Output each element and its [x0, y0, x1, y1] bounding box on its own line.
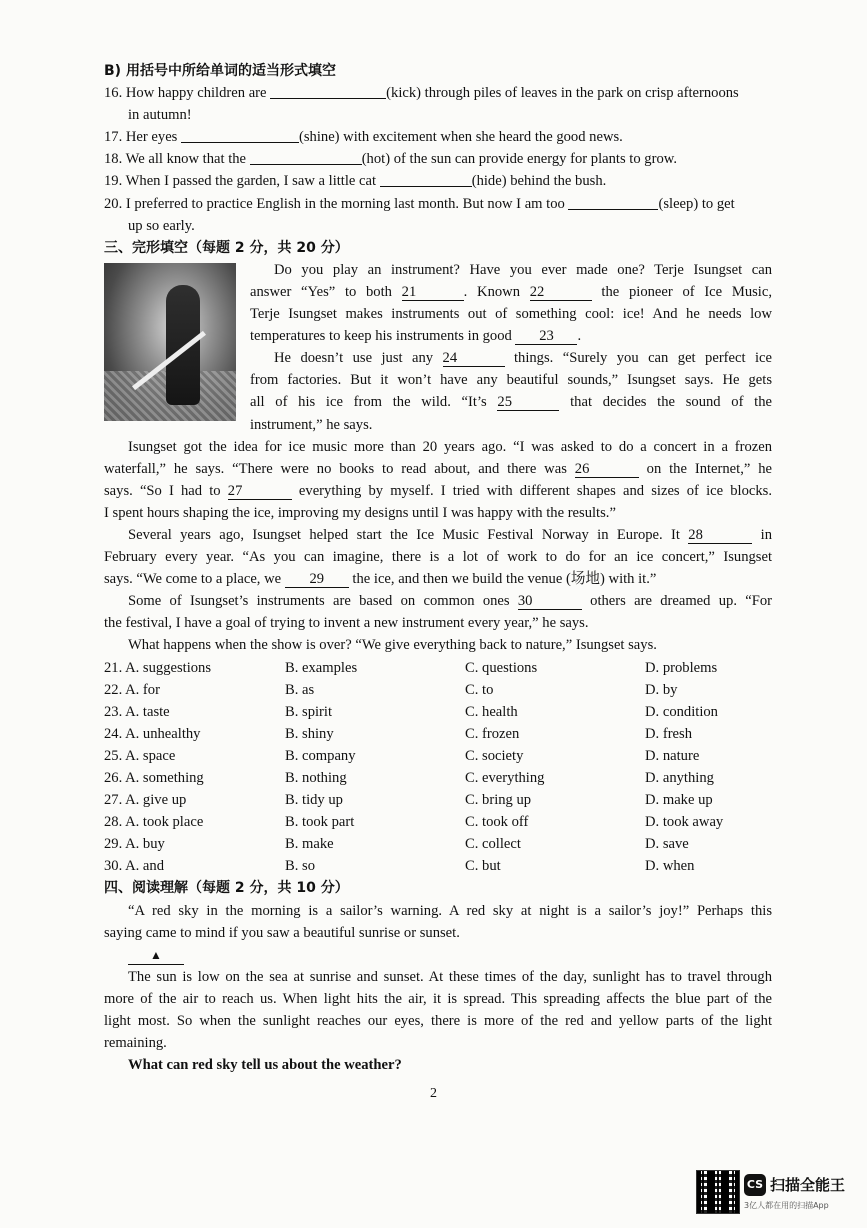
cloze-p5-line2: the festival, I have a goal of trying to invent a new instrument every year,” he says. [104, 615, 589, 632]
option-d[interactable]: D. by [645, 681, 678, 698]
section-4-heading: 四、阅读理解（每题 2 分，共 10 分） [104, 880, 349, 897]
question-20: 20. I preferred to practice English in the morning last month. But now I am too (sleep) to get [104, 195, 735, 212]
option-a[interactable]: 21. A. suggestions [104, 659, 212, 676]
option-a[interactable]: 30. A. and [104, 858, 164, 875]
cloze-options [104, 657, 772, 878]
option-c[interactable]: C. health [465, 703, 518, 720]
watermark-subtitle: 3亿人都在用的扫描App [744, 1201, 829, 1210]
option-row [104, 833, 772, 855]
question-17: 17. Her eyes (shine) with excitement when she heard the good news. [104, 129, 623, 146]
section-3-heading: 三、完形填空（每题 2 分，共 20 分） [104, 239, 349, 256]
answer-blank-20[interactable] [568, 195, 658, 210]
option-c[interactable]: C. frozen [465, 725, 520, 742]
option-d[interactable]: D. condition [645, 703, 718, 720]
cloze-p3-line4: I spent hours shaping the ice, improving my designs until I was happy with the results.” [104, 504, 616, 521]
qr-code-icon [696, 1170, 740, 1214]
cloze-p2-line2: from factories. But it won’t have any beautiful sounds,” Isungset says. He gets [250, 372, 772, 389]
question-19: 19. When I passed the garden, I saw a little cat (hide) behind the bush. [104, 173, 607, 190]
page-number: 2 [430, 1086, 437, 1101]
missing-title-marker[interactable]: ▲ [128, 946, 184, 965]
option-d[interactable]: D. save [645, 836, 689, 853]
option-a[interactable]: 26. A. something [104, 770, 204, 786]
option-c[interactable]: C. society [465, 747, 524, 764]
option-d[interactable]: D. fresh [645, 725, 693, 742]
cloze-p3-line2: waterfall,” he says. “There were no books to read about, and there was 26 on the Internet,” he [104, 460, 772, 477]
reading-subheading: What can red sky tell us about the weather? [128, 1057, 402, 1074]
option-d[interactable]: D. problems [645, 659, 718, 676]
answer-blank-18[interactable] [250, 150, 362, 165]
option-b[interactable]: B. took part [285, 814, 355, 831]
option-c[interactable]: C. took off [465, 814, 529, 831]
cloze-p3-line1: Isungset got the idea for ice music more than 20 years ago. “I was asked to do a concert in a frozen [128, 438, 772, 455]
reading-marker-line [104, 944, 772, 966]
answer-blank-19[interactable] [380, 172, 472, 187]
cloze-blank-28[interactable]: 28 [688, 527, 752, 544]
option-row [104, 657, 772, 679]
option-b[interactable]: B. examples [285, 659, 358, 676]
cloze-p2-line1: He doesn’t use just any 24 things. “Surely you can get perfect ice [274, 350, 772, 367]
option-b[interactable]: B. make [285, 836, 334, 853]
cloze-p5-line1: Some of Isungset’s instruments are based on common ones 30 others are dreamed up. “For [128, 593, 772, 610]
cloze-p6-line1: What happens when the show is over? “We give everything back to nature,” Isungset says. [128, 637, 657, 654]
cloze-blank-27[interactable]: 27 [228, 483, 292, 500]
option-d[interactable]: D. when [645, 858, 695, 875]
option-row [104, 789, 772, 811]
reading-p2-line2: more of the air to reach us. When light hits the air, it is spread. This spreading affects the blue part of the [104, 990, 772, 1007]
cloze-p3-line3: says. “So I had to 27 everything by myself. I tried with different shapes and sizes of ice blocks. [104, 482, 772, 499]
cloze-blank-29[interactable]: 29 [285, 571, 349, 588]
option-d[interactable]: D. took away [645, 814, 724, 831]
question-16-cont: in autumn! [128, 107, 192, 124]
camscanner-logo-icon: CS [744, 1174, 766, 1196]
option-b[interactable]: B. so [285, 858, 316, 875]
option-b[interactable]: B. spirit [285, 703, 333, 720]
cloze-blank-22[interactable]: 22 [530, 284, 592, 301]
cloze-blank-30[interactable]: 30 [518, 593, 582, 610]
option-a[interactable]: 25. A. space [104, 747, 176, 764]
cloze-blank-26[interactable]: 26 [575, 461, 639, 478]
answer-blank-16[interactable] [270, 84, 386, 99]
option-d[interactable]: D. make up [645, 792, 713, 809]
option-a[interactable]: 29. A. buy [104, 836, 165, 853]
cloze-blank-23[interactable]: 23 [515, 328, 577, 345]
cloze-passage [104, 259, 772, 436]
cloze-p2-line4: instrument,” he says. [250, 416, 373, 433]
option-row [104, 723, 772, 745]
option-row [104, 679, 772, 701]
option-c[interactable]: C. to [465, 681, 494, 698]
ice-music-photo [104, 263, 236, 421]
option-a[interactable]: 22. A. for [104, 681, 160, 698]
option-row [104, 811, 772, 833]
option-b[interactable]: B. tidy up [285, 792, 343, 809]
option-row [104, 745, 772, 767]
option-d[interactable]: D. anything [645, 770, 714, 786]
option-row [104, 855, 772, 877]
reading-p2-line3: light most. So when the sunlight reaches our eyes, there is more of the red and yellow parts of the light [104, 1013, 772, 1030]
cloze-blank-21[interactable]: 21 [402, 284, 464, 301]
option-b[interactable]: B. shiny [285, 725, 334, 742]
option-c[interactable]: C. but [465, 858, 501, 875]
option-a[interactable]: 28. A. took place [104, 814, 204, 831]
option-c[interactable]: C. collect [465, 836, 521, 853]
question-16: 16. How happy children are (kick) through piles of leaves in the park on crisp afternoons [104, 85, 739, 102]
option-row [104, 701, 772, 723]
cloze-p4-line1: Several years ago, Isungset helped start the Ice Music Festival Norway in Europe. It 28 in [128, 526, 773, 543]
option-a[interactable]: 24. A. unhealthy [104, 725, 201, 742]
option-c[interactable]: C. bring up [465, 792, 532, 809]
cloze-p1-line3: Terje Isungset makes instruments out of something cool: ice! And he needs low [250, 306, 772, 323]
cloze-blank-24[interactable]: 24 [443, 350, 505, 367]
cloze-p2-line3: all of his ice from the wild. “It’s 25 that decides the sound of the [250, 394, 773, 411]
reading-p1-line1: “A red sky in the morning is a sailor’s warning. A red sky at night is a sailor’s joy!” Perhaps this [128, 902, 772, 919]
cloze-p1-line4: temperatures to keep his instruments in good 23 . [250, 328, 582, 345]
option-c[interactable]: C. questions [465, 659, 538, 676]
cloze-blank-25[interactable]: 25 [497, 394, 559, 411]
reading-p2-line4: remaining. [104, 1035, 167, 1052]
cloze-p1-line2: answer “Yes” to both 21 . Known 22 the pioneer of Ice Music, [250, 283, 772, 300]
cloze-p4-line3: says. “We come to a place, we 29 the ice, and then we build the venue (场地) with it.” [104, 571, 657, 588]
option-a[interactable]: 23. A. taste [104, 703, 170, 720]
scanner-watermark [696, 1170, 856, 1216]
cloze-p1-line1: Do you play an instrument? Have you ever made one? Terje Isungset can [274, 261, 772, 278]
option-row [104, 767, 772, 789]
section-b-heading: B) 用括号中所给单词的适当形式填空 [104, 63, 336, 79]
option-b[interactable]: B. as [285, 681, 315, 698]
answer-blank-17[interactable] [181, 128, 299, 143]
option-d[interactable]: D. nature [645, 747, 700, 764]
cloze-p4-line2: February every year. “As you can imagine, there is a lot of work to do for an ice concert,” Isungset [104, 549, 772, 566]
reading-p2-line1: The sun is low on the sea at sunrise and sunset. At these times of the day, sunlight has to travel through [128, 968, 772, 985]
exam-page [104, 60, 772, 1076]
question-18: 18. We all know that the (hot) of the sun can provide energy for plants to grow. [104, 151, 677, 168]
watermark-name: 扫描全能王 [770, 1176, 846, 1194]
option-b[interactable]: B. company [285, 747, 356, 764]
reading-p1-line2: saying came to mind if you saw a beautiful sunrise or sunset. [104, 924, 460, 941]
option-a[interactable]: 27. A. give up [104, 792, 187, 809]
question-20-cont: up so early. [128, 217, 195, 234]
option-b[interactable]: B. nothing [285, 770, 347, 786]
option-c[interactable]: C. everything [465, 770, 545, 786]
